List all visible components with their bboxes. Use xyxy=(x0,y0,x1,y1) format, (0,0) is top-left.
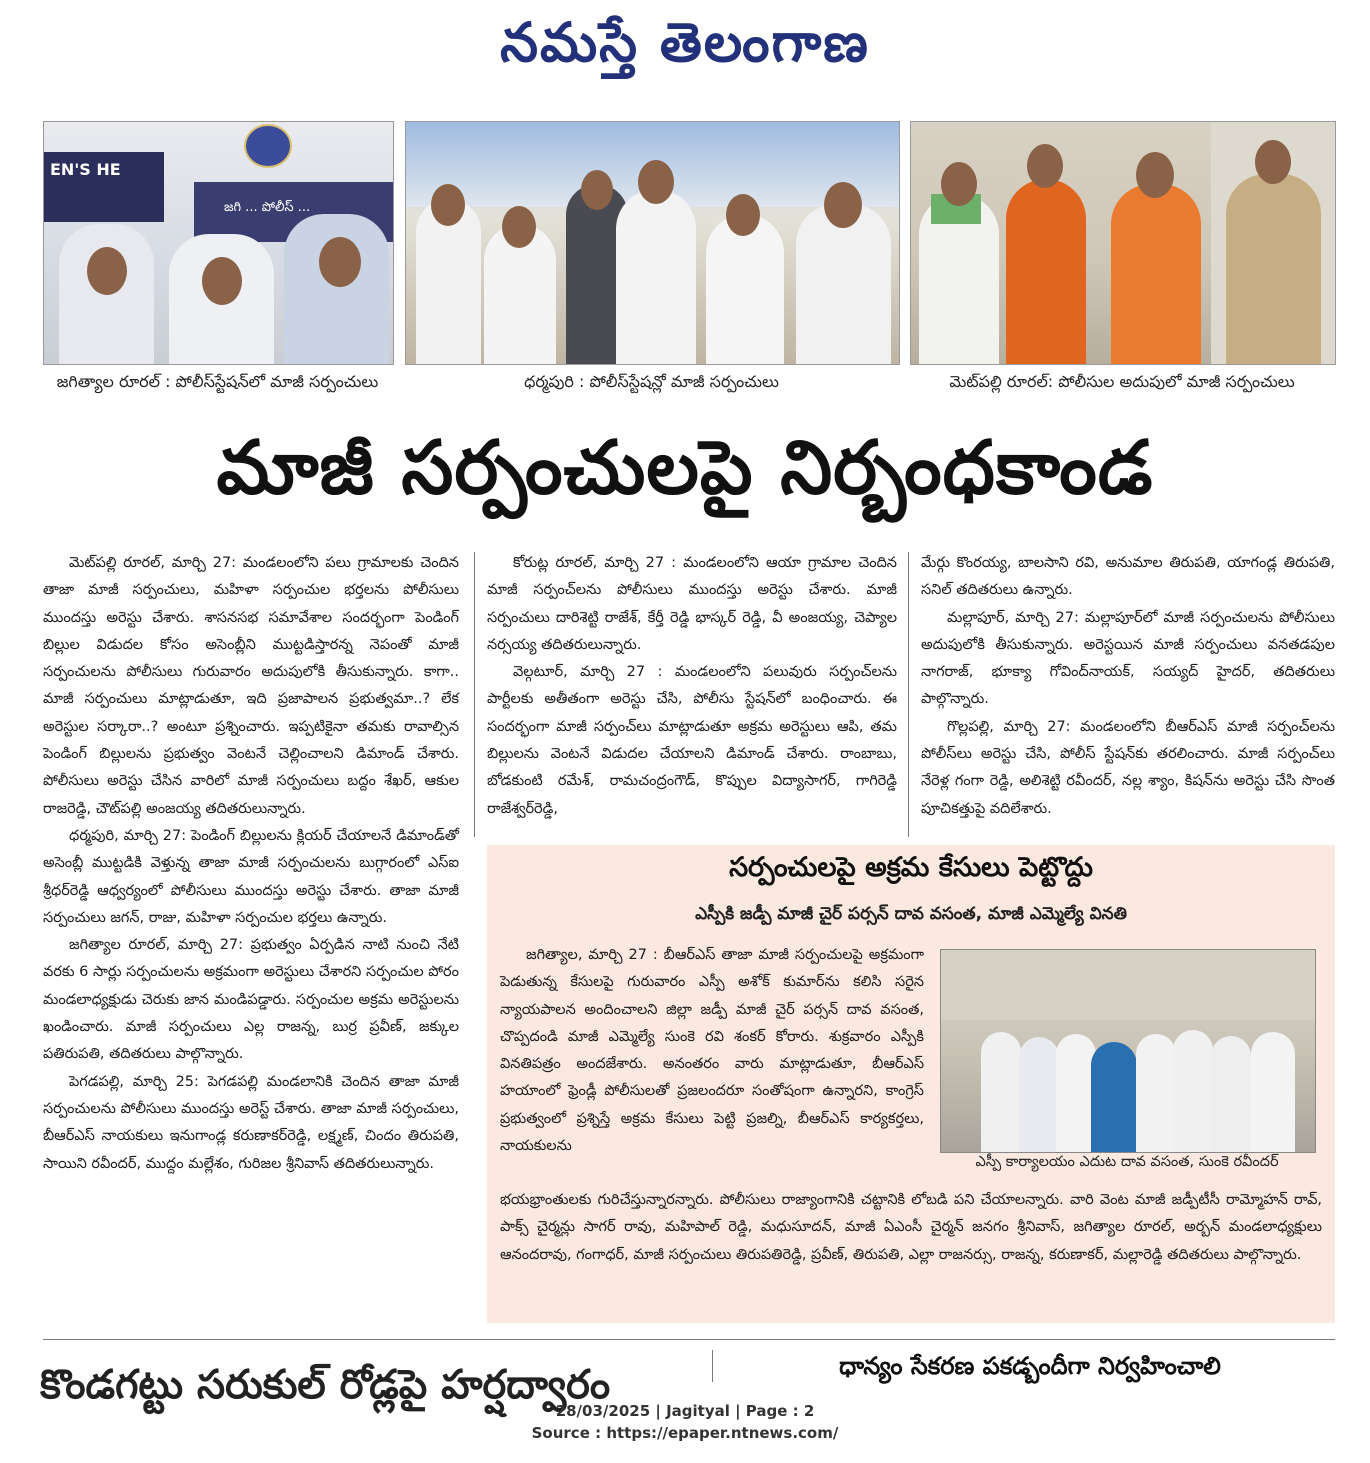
person xyxy=(981,1032,1021,1152)
box-headline: సర్పంచులపై అక్రమ కేసులు పెట్టొద్దు xyxy=(729,852,1093,883)
paragraph: మేర్గు కొంరయ్య, బాలసాని రవి, అనుమాల తిరుపతి, యాగండ్ల తిరుపతి, సనిల్ తదితరులు ఉన్నారు. xyxy=(921,555,1335,599)
person xyxy=(1211,1036,1251,1152)
police-emblem-icon xyxy=(244,124,292,168)
person-head xyxy=(824,182,862,228)
person xyxy=(1251,1032,1295,1152)
person xyxy=(1091,1042,1137,1152)
person-head xyxy=(431,184,465,226)
column-divider xyxy=(474,552,475,837)
person xyxy=(796,204,891,364)
teaser-headline-right: ధాన్యం సేకరణ పకడ్బందీగా నిర్వహించాలి xyxy=(839,1352,1221,1380)
station-sign xyxy=(44,152,164,222)
person xyxy=(706,214,784,364)
teaser-headline-left xyxy=(40,1355,690,1408)
paragraph: మెట్‌పల్లి రూరల్, మార్చి 27: మండలంలోని పలు గ్రామాలకు చెందిన తాజా మాజీ సర్పంచులు, మహిళా సర్పంచుల భర్తలను పోలీసులు ముందస్తు అరెస్టు చేశారు. శాసనసభ సమావేశాల సందర్భంగా పెండింగ్ బిల్లుల విడుదల కోసం అసెంబ్లీని ముట్టడిస్తారన్న నెపంతో మాజీ సర్పంచులను పోలీసులు గురువారం అదుపులోకి తీసుకున్నారు. కాగా.. మాజీ సర్పంచులు మాట్లాడుతూ, ఇది ప్రజాపాలన ప్రభుత్వమా..? లేక అరెస్టుల సర్కారా..? అంటూ ప్రశ్నించారు. ఇప్పటికైనా తమకు రావాల్సిన పెండింగ్ బిల్లులను ప్రభుత్వం వెంటనే చెల్లించాలని డిమాండ్ చేశారు. పోలీసులు అరెస్టు చేసిన వారిలో మాజీ సర్పంచులు బద్దం శేఖర్, ఆకుల రాజరెడ్డి, చౌట్‌పల్లి అంజయ్య తదితరులున్నారు. xyxy=(43,555,459,817)
person xyxy=(1019,1037,1059,1152)
person-head xyxy=(941,162,977,206)
photo-caption: మెట్‌పల్లి రూరల్: పోలీసుల అదుపులో మాజీ సర్పంచులు xyxy=(949,372,1295,391)
column-divider xyxy=(712,1350,713,1382)
teaser-text: కొండగట్టు సరుకుల్ రోడ్లపై హర్షద్వారం xyxy=(40,1362,611,1408)
photo-metpalli-rural xyxy=(910,121,1336,365)
box-photo-caption: ఎస్పీ కార్యాలయం ఎదుట దావ వసంత, సుంకె రవీందర్ xyxy=(975,1154,1279,1170)
person-head xyxy=(638,160,674,204)
photo-caption: ధర్మపురి : పోలీస్‌స్టేషన్లో మాజీ సర్పంచులు xyxy=(524,372,779,391)
box-text-full xyxy=(500,1187,1322,1312)
masthead-logo: నమస్తే తెలంగాణ xyxy=(500,10,870,74)
article-column-3 xyxy=(921,550,1335,835)
footer-date-edition: 28/03/2025 | Jagityal | Page : 2 xyxy=(555,1402,815,1420)
section-rule xyxy=(43,1339,1335,1340)
person-head xyxy=(202,257,242,305)
photo-jagityal-rural xyxy=(43,121,394,365)
person-head xyxy=(502,206,536,248)
building-wall xyxy=(941,950,1315,1020)
photo-dharmapuri xyxy=(405,121,900,365)
person xyxy=(1226,174,1321,364)
person xyxy=(1056,1034,1096,1152)
footer-source: Source : https://epaper.ntnews.com/ xyxy=(531,1424,839,1442)
paragraph: భయభ్రాంతులకు గురిచేస్తున్నారన్నారు. పోలీసులు రాజ్యాంగానికి చట్టానికి లోబడి పని చేయాలన్నారు. వారి వెంట మాజీ జడ్పీటీసీ రామ్మోహన్ రావ్, పాక్స్ చైర్మన్లు సాగర్ రావు, మహిపాల్ రెడ్డి, మధుసూదన్, మాజీ ఏఎంసీ చైర్మన్ జనగం శ్రీనివాస్, జగిత్యాల రూరల్, అర్బన్ మండలాధ్యక్షులు ఆనందరావు, గంగాధర్, మాజీ సర్పంచులు తిరుపతిరెడ్డి, ప్రవీణ్, తిరుపతి, ఎల్లా రాజనర్సు, రాజన్న, కరుణాకర్, మల్లారెడ్డి తదితరులు పాల్గొన్నారు. xyxy=(500,1192,1322,1263)
person-head xyxy=(319,237,361,287)
person xyxy=(1136,1034,1176,1152)
board-text: జగి ... పోలీస్ ... xyxy=(224,200,311,215)
person-head xyxy=(1136,152,1174,198)
person xyxy=(1173,1030,1213,1152)
box-group-photo xyxy=(940,949,1316,1153)
column-divider xyxy=(908,552,909,837)
person-head xyxy=(1255,140,1291,184)
paragraph: మల్లాపూర్, మార్చి 27: మల్లాపూర్‌లో మాజీ సర్పంచులను పోలీసులు అదుపులోకి తీసుకున్నారు. అరెస్టయిన మాజీ సర్పంచులు వనతడపుల నాగరాజ్, భూక్యా గోవింద్‌నాయక్, సయ్యద్ హైదర్, తదితరులు పాల్గొన్నారు. xyxy=(921,609,1335,708)
sign-text: EN'S HE xyxy=(50,160,121,179)
person xyxy=(1006,179,1086,364)
person xyxy=(616,189,696,364)
paragraph: పెగడపల్లి, మార్చి 25: పెగడపల్లి మండలానికి చెందిన తాజా మాజీ సర్పంచులను పోలీసులు ముందస్తు అరెస్ట్ చేశారు. తాజా మాజీ సర్పంచులు, బీఆర్ఎస్ నాయకులు ఇనుగాండ్ల కరుణాకర్‌రెడ్డి, లక్ష్మణ్, చిందం తిరుపతి, సాయిని రవీందర్, ముద్దం మల్లేశం, గురిజల శ్రీనివాస్ తదితరులున్నారు. xyxy=(43,1073,459,1172)
person-head xyxy=(726,194,760,236)
article-column-1 xyxy=(43,550,459,1335)
main-headline: మాజీ సర్పంచులపై నిర్బంధకాండ xyxy=(216,425,1154,511)
paragraph: గొల్లపల్లి, మార్చి 27: మండలంలోని బీఆర్ఎస్ మాజీ సర్పంచ్‌లను పోలీస్‌లు అరెస్టు చేసి, పోలీస్ స్టేషన్‌కు తరలించారు. మాజీ సర్పంచ్‌లు నేరెళ్ల గంగా రెడ్డి, అలిశెట్టి రవీందర్, నల్ల శ్యాం, కిషన్‌ను అరెస్టు చేసి సొంత పూచికత్తుపై వదిలేశారు. xyxy=(921,718,1335,817)
person-head xyxy=(1027,144,1063,188)
person-head xyxy=(581,170,613,210)
article-column-2 xyxy=(487,550,897,835)
person xyxy=(1111,184,1201,364)
person-head xyxy=(87,247,127,295)
photo-caption: జగిత్యాల రూరల్ : పోలీస్‌స్టేషన్‌లో మాజీ సర్పంచులు xyxy=(56,372,379,391)
paragraph: జగిత్యాల, మార్చి 27 : బీఆర్ఎస్ తాజా మాజీ సర్పంచులపై అక్రమంగా పెడుతున్న కేసులపై గురువారం ఎస్పీ అశోక్ కుమార్‌ను కలిసి సరైన న్యాయపాలన అందించాలని జిల్లా జడ్పీ మాజీ చైర్ పర్సన్ దావ వసంత, చొప్పదండి మాజీ ఎమ్మెల్యే సుంకె రవి శంకర్ కోరారు. శుక్రవారం ఎస్పీకి వినతిపత్రం అందజేశారు. అనంతరం వారు మాట్లాడుతూ, బీఆర్ఎస్ హయాంలో ఫ్రెండ్లీ పోలీసులతో ప్రజలందరూ సంతోషంగా ఉన్నారని, కాంగ్రెస్ ప్రభుత్వంలో ప్రశ్నిస్తే అక్రమ కేసులు పెట్టి ప్రజల్ని, బీఆర్ఎస్ కార్యకర్తలు, నాయకులను xyxy=(500,947,924,1155)
paragraph: వెల్గటూర్, మార్చి 27 : మండలంలోని పలువురు సర్పంచ్‌లను పార్టీలకు అతీతంగా అరెస్టు చేసి, పోలీసు స్టేషన్‌లో బంధించారు. ఈ సందర్భంగా మాజీ సర్పంచ్‌లు మాట్లాడుతూ అక్రమ అరెస్టులు ఆపి, తమ బిల్లులను వెంటనే విడుదల చేయాలని డిమాండ్ చేశారు. రాంబాబు, బోడకుంటి రమేశ్, రామచంద్రంగౌడ్, కొప్పుల విద్యాసాగర్, గాగిరెడ్డి రాజేశ్వర్‌రెడ్డి, xyxy=(487,664,897,817)
paragraph: ధర్మపురి, మార్చి 27: పెండింగ్ బిల్లులను క్లియర్ చేయాలనే డిమాండ్‌తో అసెంబ్లీ ముట్టడికి వెళ్తున్న తాజా మాజీ సర్పంచులను బుగ్గారంలో ఎస్ఐ శ్రీధర్‌రెడ్డి ఆధ్వర్యంలో పోలీసులు ముందస్తు అరెస్టు చేశారు. తాజా మాజీ సర్పంచులు జగన్, రాజు, మహిళా సర్పంచుల భర్తలు ఉన్నారు. xyxy=(43,827,459,926)
box-text-left xyxy=(500,942,924,1182)
paragraph: కోరుట్ల రూరల్, మార్చి 27 : మండలంలోని ఆయా గ్రామాల చెందిన మాజీ సర్పంచ్‌లను పోలీసులు ముందస్తు అరెస్టు చేశారు. మాజీ సర్పంచులు దారిశెట్టి రాజేశ్, కేర్తీ రెడ్డి భాస్కర్ రెడ్డి, వీ అంజయ్య, చెప్యాల నర్సయ్య తదితరులున్నారు. xyxy=(487,555,897,653)
paragraph: జగిత్యాల రూరల్, మార్చి 27: ప్రభుత్వం ఏర్పడిన నాటి నుంచి నేటి వరకు 6 సార్లు సర్పంచులను అక్రమంగా అరెస్టులు చేశారని సర్పంచుల పోరం మండలాధ్యక్షుడు చెరుకు జాన మండిపడ్డారు. సర్పంచుల అక్రమ అరెస్టులను ఖండించారు. మాజీ సర్పంచులు ఎల్ల రాజన్న, బుర్ర ప్రవీణ్, జక్కుల పతిరుపతి, తదితరులు పాల్గొన్నారు. xyxy=(43,937,459,1063)
box-subheadline: ఎస్పీకి జడ్పీ మాజీ చైర్ పర్సన్ దావ వసంత, మాజీ ఎమ్మెల్యే వినతి xyxy=(695,904,1127,924)
